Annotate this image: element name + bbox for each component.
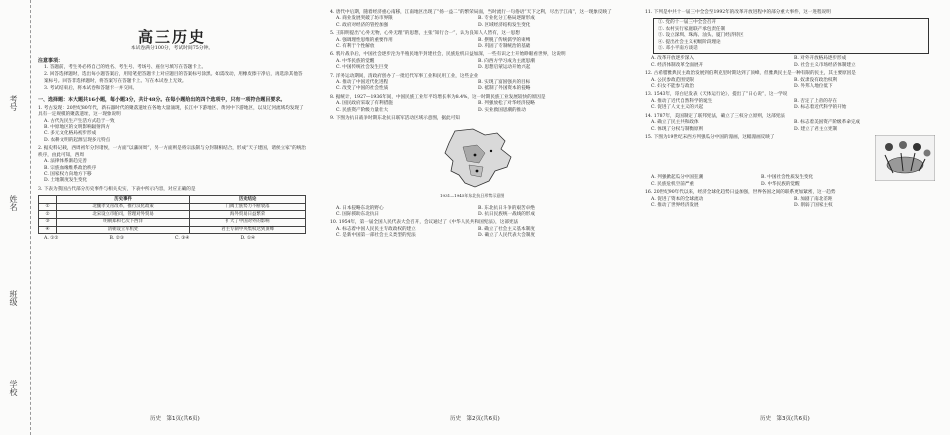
question-stem: 5. 王阳明提出“心外无物，心外无理”的思想，主张“知行合一”，认为良知人人皆有，这一思想: [330, 31, 520, 37]
page-footer: 历史 第1页(共6页): [150, 416, 200, 422]
page-2: [330, 8, 620, 418]
question-stem: 13. 1543年，哥白尼发表《天体运行论》，提出了“日心说”，这一学说: [645, 92, 788, 98]
question-stem: 11. 下列是中共十一届三中全会至1992年的改革开放进程中的部分重大事件，这一进程说明: [645, 10, 831, 15]
cartoon-spacer: [645, 141, 871, 175]
table-header-row: [39, 196, 306, 204]
option: A. 中华民族的觉醒: [336, 58, 375, 64]
question-stem: 15. 下图为19世纪末西方列强瓜分中国的漫画，这幅漫画反映了: [645, 134, 775, 140]
question-9: [330, 116, 620, 218]
option: D. 确立了人民代表大会制度: [478, 233, 535, 239]
option: B. 标志着美国资产阶级革命完成: [794, 120, 861, 126]
exam-no-label: 考号: [9, 95, 18, 111]
exam-subtitle: 本试卷满分100分，考试时间75分钟。: [130, 46, 214, 51]
page-footer: 历史 第3页(共6页): [760, 416, 810, 422]
option: A. 推动了中国近代化进程: [336, 80, 389, 86]
question-stem: 16. 20世纪90年代以来，经济全球化趋势日益加强，世界各国之间的联系更加紧密，这一趋势: [645, 190, 836, 196]
question-15: [645, 135, 937, 188]
question-options: [336, 101, 620, 114]
option: A. 改革开放逐步深入: [651, 56, 694, 62]
binding-margin: [0, 0, 31, 435]
option: B. ②③: [109, 236, 125, 242]
option: C. 中国传统社会发生巨变: [336, 65, 389, 71]
question-options: [336, 206, 620, 219]
option: B. 对外开放格局逐步形成: [794, 56, 847, 62]
option: C. 国家权力向地方下移: [44, 171, 92, 177]
cartoon-image: [875, 135, 935, 181]
question-stem: 10. 1954年，第一届全国人民代表大会召开，会议通过了《中华人民共和国宪法》，这部宪法: [330, 220, 519, 226]
question-options: [651, 197, 937, 210]
question-stem: 7. 洋务运动期间，清政府创办了一批近代军事工业和民用工业，这些企业: [330, 73, 479, 79]
option: B. 摆脱了传统儒学的束缚: [478, 37, 531, 43]
option: C. 民族资产阶级力量壮大: [336, 107, 389, 113]
option: A. 强调理性思维的重要作用: [336, 37, 393, 43]
table-row: [39, 218, 306, 226]
option: D. 思想启蒙运动开始兴起: [478, 65, 531, 71]
option: A. 列强掀起瓜分中国狂潮: [651, 175, 704, 181]
table-cell: 海外贸易日益繁荣: [190, 211, 306, 219]
option: C. 妇女不能参与政治: [651, 84, 695, 90]
question-options: [651, 78, 937, 91]
notice-title: 注意事项：: [38, 58, 64, 65]
event-item: ③. 设立深圳、珠海、汕头、厦门经济特区: [658, 33, 744, 39]
question-options: [651, 99, 937, 112]
question-13: [645, 92, 937, 111]
question-options: [651, 56, 937, 69]
question-16: [645, 190, 937, 209]
option: B. 确立了社会主义基本制度: [478, 226, 535, 232]
option: C. 国际援助东北抗日: [336, 211, 380, 217]
question-options: [336, 16, 620, 29]
option: C. 改变了中国的社会性质: [336, 86, 389, 92]
event-item: ⑤. 邓小平南方谈话: [658, 46, 698, 52]
option: B. 列强放松了对华经济侵略: [478, 101, 535, 107]
option: B. 宗族血缘维系政治秩序: [44, 165, 97, 171]
option: C. 是新中国第一部社会主义类型的宪法: [336, 233, 416, 239]
history-table: [38, 195, 306, 234]
question-1: [38, 106, 306, 144]
table-cell: 君主专制中央集权达到顶峰: [190, 226, 306, 234]
option: C. 政府对经济的管控加强: [336, 22, 389, 28]
question-2: [38, 146, 306, 184]
option: A. 日本侵略东北的野心: [336, 205, 384, 211]
question-options: [336, 59, 620, 72]
option: A. ①②: [44, 236, 59, 242]
option: A. 商业发展突破了坊市界限: [336, 16, 393, 22]
question-options: [44, 159, 306, 185]
event-box: [653, 18, 929, 54]
question-8: [330, 95, 620, 114]
option: B. 实现了富国强兵的目标: [478, 80, 531, 86]
option: D. 区域经济结构发生变化: [478, 22, 531, 28]
question-options: [651, 175, 871, 188]
question-7: [330, 74, 620, 93]
table-row: [39, 203, 306, 211]
question-stem: 2. 据史料记载，西周初年分封诸侯，一方面“以藩屏周”，另一方面则是将宗法制与分封制相结合，形成“天子建国，诸侯立家”的统治秩序，由此可知，西周: [38, 146, 306, 158]
table-cell: 门阀士族势力不断衰落: [190, 203, 306, 211]
notice-list: [38, 65, 306, 93]
option: B. 向西方学习成为主流思潮: [478, 58, 535, 64]
event-item: ①. 党的十一届三中全会召开: [658, 20, 717, 26]
option: D. 中华民族的觉醒: [761, 181, 800, 187]
table-row: [39, 211, 306, 219]
table-header: 历史事件: [56, 196, 189, 204]
option: D. 标志着近代科学的开始: [794, 105, 847, 111]
option: B. 加剧了南北差距: [794, 196, 833, 202]
option: D. 削弱了国家主权: [794, 202, 833, 208]
table-header: 历史结论: [190, 196, 306, 204]
table-cell: 北宋设立市舶司，管理对外贸易: [56, 211, 189, 219]
option: C. 有利于个性解放: [336, 44, 375, 50]
option: C. ③④: [175, 236, 190, 242]
class-label: 班级: [9, 290, 18, 306]
option: D. 外邦人地位低下: [794, 84, 833, 90]
question-10: [330, 220, 620, 239]
table-cell: 北魏孝文帝改革，推行汉化政策: [56, 203, 189, 211]
map-figure: [330, 127, 620, 202]
question-options: [44, 119, 306, 145]
question-stem: 6. 鸦片战争后，中国社会逐步沦为半殖民地半封建社会，民族危机日益加深，一些有识之士开始睁眼看世界，这说明: [330, 52, 566, 58]
exam-title: 高三历史: [137, 28, 206, 46]
option: C. 促进了人文主义的兴起: [651, 105, 704, 111]
option: A. 标志着中国人民民主专政政权的建立: [336, 226, 416, 232]
option: D. 抗日民族统一战线的形成: [478, 211, 535, 217]
question-14: [645, 114, 937, 133]
school-label: 学校: [9, 380, 18, 396]
question-options: [44, 236, 306, 242]
option: A. 公民参政范围受限: [651, 77, 694, 83]
question-options: [336, 38, 620, 51]
option: B. 专业化分工格局逐渐形成: [478, 16, 535, 22]
event-item: ④. 提出社会主义初级阶段理论: [658, 39, 721, 45]
option: B. 中原地区的文明影响辐射四方: [44, 125, 111, 131]
map-caption: 1931—1945年东北抗日形势示意图: [440, 192, 505, 198]
notice-item: 3. 考试结束后，将本试卷和答题卡一并交回。: [44, 86, 138, 92]
option: C. 民族危机空前严重: [651, 181, 695, 187]
page-3: [645, 8, 937, 418]
question-stem: 12. 古希腊雅典民主政治发展到伯利克里时期达到了顶峰，但雅典民主是一种有限的民主，其主要原因是: [645, 71, 856, 77]
page-1: [38, 8, 306, 418]
option: D. ①④: [240, 236, 256, 242]
question-11: [645, 10, 937, 69]
option: B. 否定了上帝的存在: [794, 98, 838, 104]
option: D. 建立了君主立宪制: [794, 126, 838, 132]
option: D. 社会主义市场经济体制建立: [794, 62, 856, 68]
question-options: [336, 80, 620, 93]
table-cell: 清朝设立军机处: [56, 226, 189, 234]
question-options: [336, 227, 620, 240]
northeast-map-image: [425, 127, 525, 193]
table-cell: ②: [39, 211, 57, 219]
section-heading: 一、选择题：本大题共16小题，每小题3分，共计48分。在每小题给出的四个选项中，只有一项符合题目要求。: [38, 97, 286, 104]
question-stem: 9. 下图为抗日战争时期东北抗日联军活动区域示意图，据此可知: [330, 116, 460, 122]
question-3: [38, 187, 306, 243]
table-cell: ④: [39, 226, 57, 234]
question-stem: 14. 1787年，美国制定了联邦宪法，确立了三权分立原则，这部宪法: [645, 113, 785, 119]
table-cell: 明朝郑和七次下西洋: [56, 218, 189, 226]
question-stem: 8. 据统计，1927—1936年间，中国民族工业年平均增长率为8.4%，这一时期民族工业发展较快的原因是: [330, 94, 546, 100]
option: B. 东北抗日斗争的艰苦卓绝: [478, 205, 535, 211]
option: A. 推动了近代自然科学的诞生: [651, 98, 713, 104]
table-cell: 扩大了中国对外的影响: [190, 218, 306, 226]
question-stem: 4. 唐代中后期，随着经济重心南移，江南地区出现了“扬一益二”的繁荣局面，当时流行一句俗语“天下之利，尽出于江南”，这一现象反映了: [330, 10, 612, 15]
question-options: [651, 120, 937, 133]
question-12: [645, 71, 937, 90]
notice-item: 1. 答题前，考生务必将自己的姓名、考生号、考场号、座位号填写在答题卡上。: [44, 64, 207, 70]
option: A. 国民政府采取了有利措施: [336, 101, 393, 107]
notice-item: 2. 回答选择题时，选出每小题答案后，用铅笔把答题卡上对应题目的答案标号涂黑。如需改动，用橡皮擦干净后，再选涂其他答案标号。回答非选择题时，将答案写在答题卡上。写在本试卷上无效。: [44, 72, 303, 84]
question-4: [330, 10, 620, 29]
option: C. 体现了分权与制衡原则: [651, 126, 704, 132]
option: B. 中国社会性质发生变化: [761, 175, 814, 181]
table-header: [39, 196, 57, 204]
event-item: ②. 农村实行家庭联产承包责任制: [658, 26, 726, 32]
question-stem: 3. 下表为我国古代部分历史事件与相关史实，下表中所示内容，对应正确的是: [38, 186, 196, 192]
option: C. 推动了世界经济发展: [651, 202, 699, 208]
option: D. 抵制了外国资本的侵略: [478, 86, 531, 92]
table-cell: ③: [39, 218, 57, 226]
table-cell: ①: [39, 203, 57, 211]
option: A. 法律体系渐趋完善: [44, 159, 87, 165]
option: A. 确立了民主共和政体: [651, 120, 699, 126]
option: B. 奴隶没有政治权利: [794, 77, 838, 83]
question-5: [330, 31, 620, 50]
option: C. 经济体制改革全面展开: [651, 62, 704, 68]
option: A. 促进了资本的全球流动: [651, 196, 704, 202]
option: A. 古代先民生产生活方式趋于一致: [44, 118, 115, 124]
table-row: [39, 226, 306, 234]
option: D. 土地制度发生变化: [44, 178, 88, 184]
option: C. 多元文化格局初步形成: [44, 131, 97, 137]
option: D. 实业救国思潮的推动: [478, 107, 526, 113]
page-footer: 历史 第2页(共6页): [450, 416, 500, 422]
question-6: [330, 52, 620, 71]
option: D. 巩固了专制统治的基础: [478, 44, 531, 50]
question-stem: 1. 考古发现：20世纪80年代，新石器时代的聚落遗址在各地大量涌现，长江中下游地区、黄河中下游地区，以及辽河流域均发现了具有一定规模的聚落遗址，这一现象说明: [38, 105, 304, 118]
option: D. 农耕文明的起源呈现多元特点: [44, 137, 111, 143]
name-label: 姓名: [9, 195, 18, 211]
